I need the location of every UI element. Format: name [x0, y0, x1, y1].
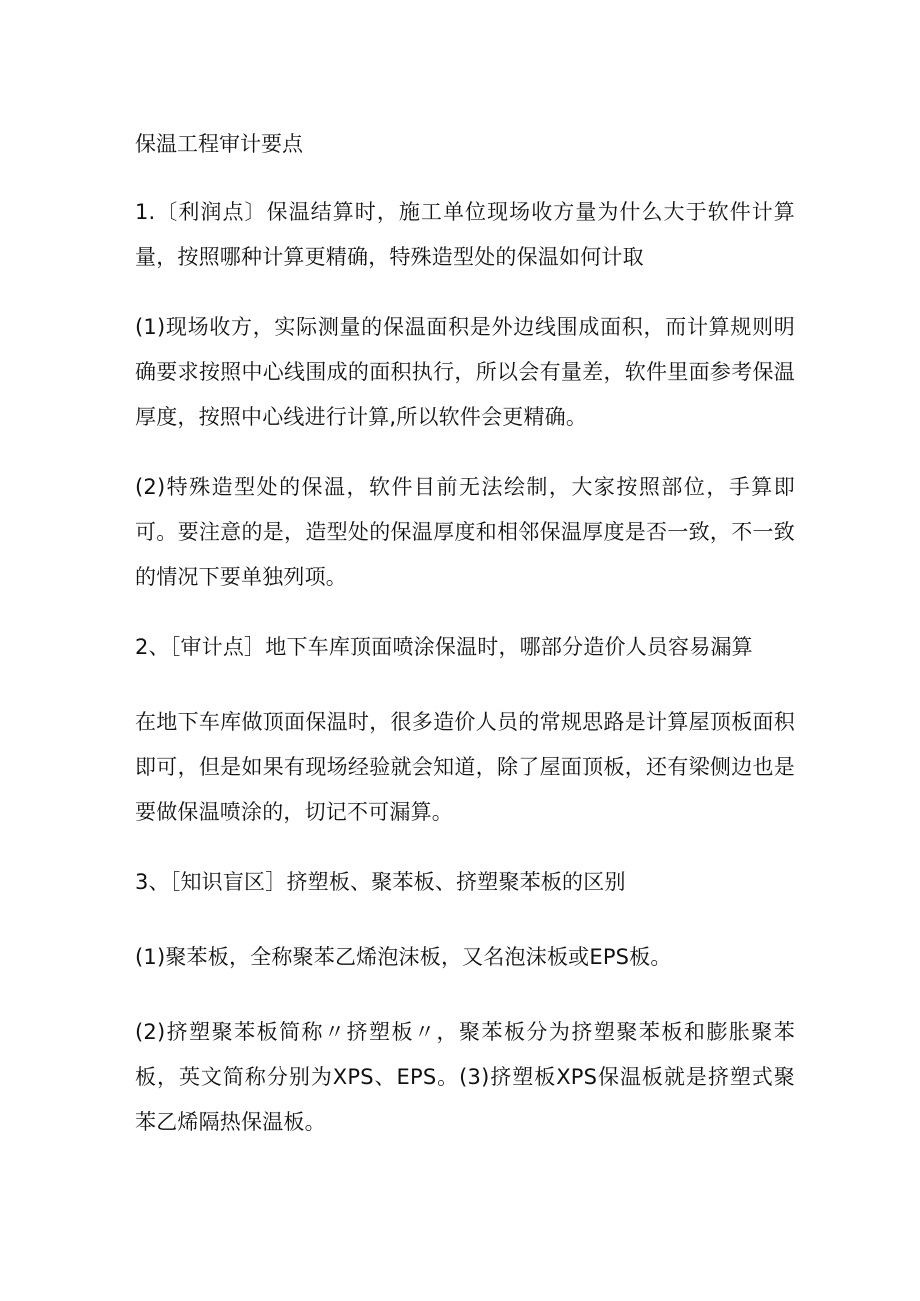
paragraph-profit-point: 1.〔利润点〕保温结算时，施工单位现场收方量为什么大于软件计算量，按照哪种计算更精确，特殊造型处的保温如何计取	[135, 200, 795, 269]
paragraph-site-measurement: (1)现场收方，实际测量的保温面积是外边线围成面积，而计算规则明确要求按照中心线围成的面积执行，所以会有量差，软件里面参考保温厚度，按照中心线进行计算,所以软件会更精确。	[135, 315, 795, 429]
paragraph-eps-board: (1)聚苯板，全称聚苯乙烯泡沫板，又名泡沫板或EPS板。	[135, 945, 672, 969]
paragraph-audit-point: 2、［审计点］地下车库顶面喷涂保温时，哪部分造价人员容易漏算	[135, 635, 753, 659]
document-body	[135, 124, 795, 1170]
paragraph-xps-board: (2)挤塑聚苯板简称〃挤塑板〃，聚苯板分为挤塑聚苯板和膨胀聚苯板，英文简称分别为XPS、EPS。(3)挤塑板XPS保温板就是挤塑式聚苯乙烯隔热保温板。	[135, 1020, 795, 1134]
paragraph-garage-roof: 在地下车库做顶面保温时，很多造价人员的常规思路是计算屋顶板面积即可，但是如果有现场经验就会知道，除了屋面顶板，还有梁侧边也是要做保温喷涂的，切记不可漏算。	[135, 710, 795, 824]
paragraph-knowledge-gap: 3、［知识盲区］挤塑板、聚苯板、挤塑聚苯板的区别	[135, 870, 626, 894]
document-title: 保温工程审计要点	[135, 132, 303, 156]
paragraph-special-shape: (2)特殊造型处的保温，软件目前无法绘制，大家按照部位，手算即可。要注意的是，造型处的保温厚度和相邻保温厚度是否一致，不一致的情况下要单独列项。	[135, 475, 795, 589]
